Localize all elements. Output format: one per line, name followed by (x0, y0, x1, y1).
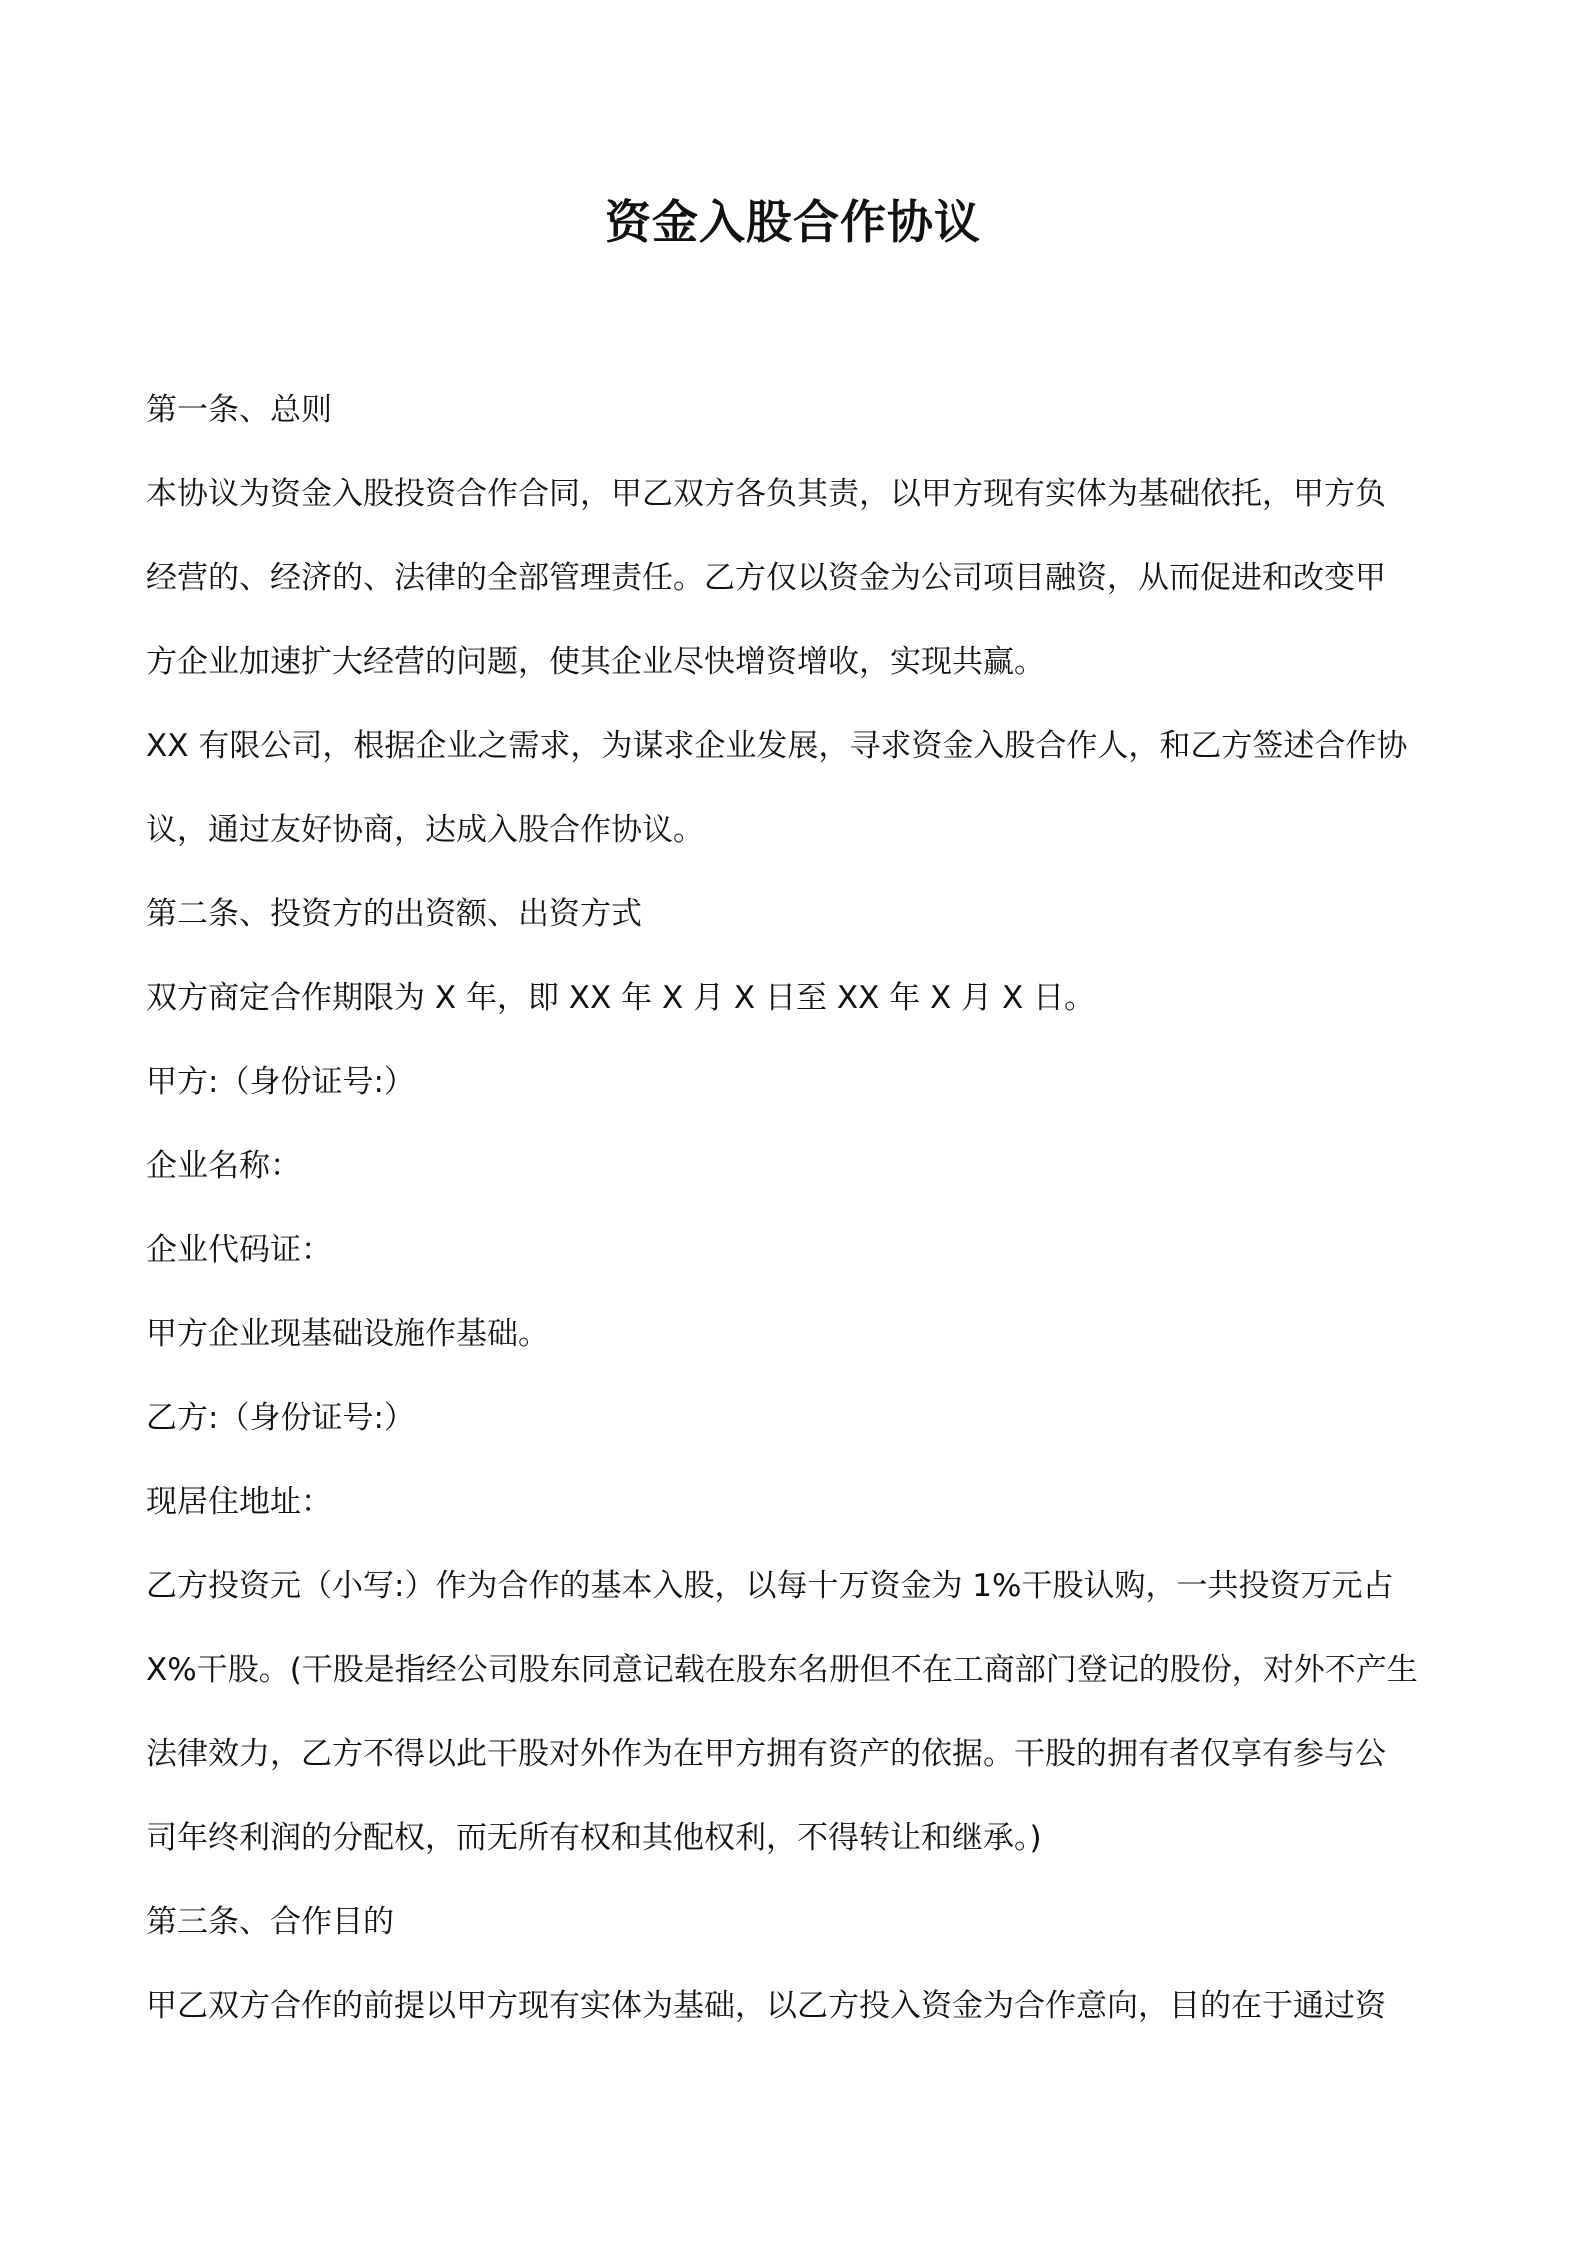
section-heading-purpose: 第三条、合作目的 (146, 1904, 394, 1940)
address-line: 现居住地址： (146, 1484, 332, 1520)
company-code-line: 企业代码证： (146, 1232, 332, 1268)
company-name-line: 企业名称： (146, 1148, 301, 1184)
paragraph-line: 双方商定合作期限为 X 年，即 XX 年 X 月 X 日至 XX 年 X 月 X 日。 (146, 980, 1096, 1016)
paragraph-line: 方企业加速扩大经营的问题，使其企业尽快增资增收，实现共赢。 (146, 644, 1045, 680)
paragraph-line: 司年终利润的分配权，而无所有权和其他权利，不得转让和继承。) (146, 1820, 1042, 1856)
paragraph-line: 本协议为资金入股投资合作合同，甲乙双方各负其责，以甲方现有实体为基础依托，甲方负 (146, 476, 1386, 512)
paragraph-line: XX 有限公司，根据企业之需求，为谋求企业发展，寻求资金入股合作人，和乙方签述合作协 (146, 728, 1408, 764)
paragraph-line: 乙方投资元（小写:）作为合作的基本入股，以每十万资金为 1%干股认购，一共投资万元占 (146, 1568, 1394, 1604)
party-a-id-line: 甲方:（身份证号:） (146, 1064, 415, 1100)
section-heading-general: 第一条、总则 (146, 392, 332, 428)
document-title: 资金入股合作协议 (605, 195, 981, 249)
paragraph-line: 法律效力，乙方不得以此干股对外作为在甲方拥有资产的依据。干股的拥有者仅享有参与公 (146, 1736, 1386, 1772)
party-b-id-line: 乙方:（身份证号:） (146, 1400, 415, 1436)
paragraph-line: X%干股。(干股是指经公司股东同意记载在股东名册但不在工商部门登记的股份，对外不产生 (146, 1652, 1418, 1688)
section-heading-investment: 第二条、投资方的出资额、出资方式 (146, 896, 642, 932)
paragraph-line: 甲方企业现基础设施作基础。 (146, 1316, 549, 1352)
paragraph-line: 经营的、经济的、法律的全部管理责任。乙方仅以资金为公司项目融资，从而促进和改变甲 (146, 560, 1386, 596)
paragraph-line: 议，通过友好协商，达成入股合作协议。 (146, 812, 704, 848)
paragraph-line: 甲乙双方合作的前提以甲方现有实体为基础，以乙方投入资金为合作意向，目的在于通过资 (146, 1988, 1386, 2024)
